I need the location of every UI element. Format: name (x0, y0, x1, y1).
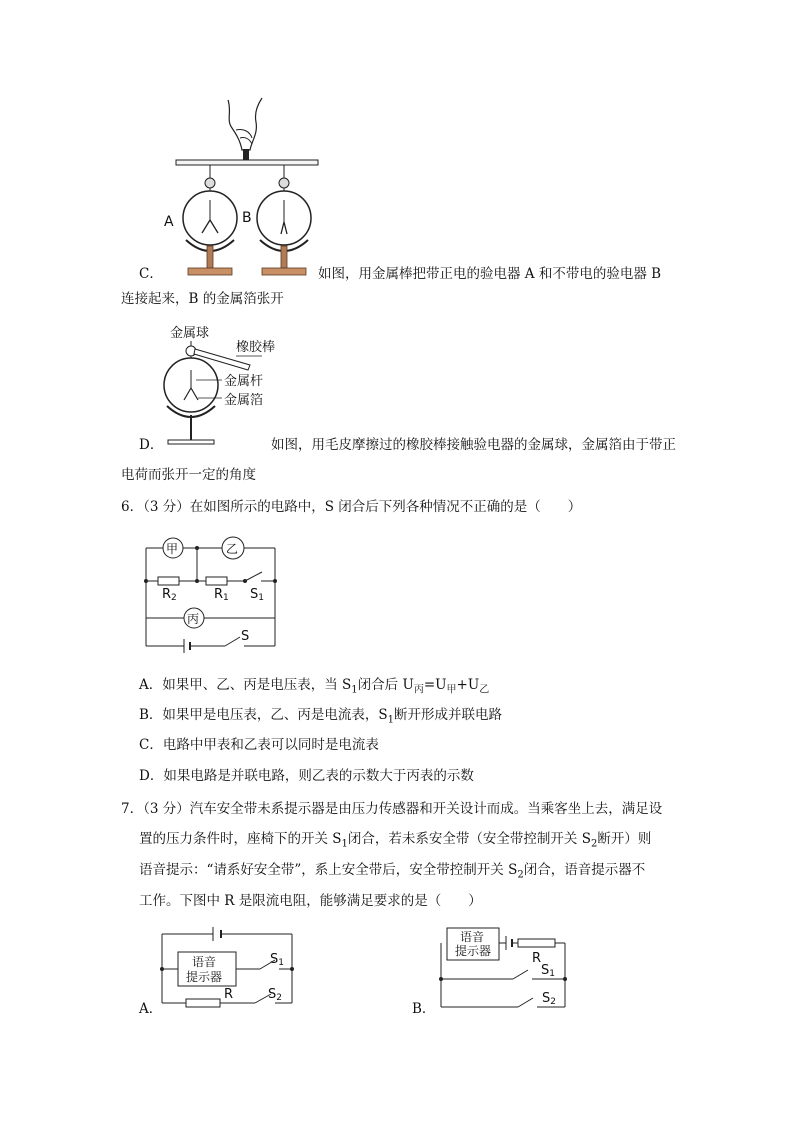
label-rubber-rod: 橡胶棒 (236, 340, 276, 355)
svg-text:乙: 乙 (226, 542, 239, 556)
label-metal-ball: 金属球 (170, 326, 210, 341)
q5-optD-letter: D． (139, 437, 164, 453)
svg-text:语音: 语音 (192, 955, 217, 969)
q7-line1: 7．（3 分）汽车安全带未系提示器是由压力传感器和开关设计而成。当乘客坐上去，满足设 (121, 801, 663, 817)
svg-text:R: R (532, 951, 542, 966)
svg-text:甲: 甲 (166, 542, 179, 556)
svg-text:S1: S1 (270, 952, 284, 968)
svg-text:R: R (224, 987, 234, 1002)
resistor-b (518, 939, 555, 947)
q6-optD: D．如果电路是并联电路，则乙表的示数大于丙表的示数 (139, 768, 474, 784)
svg-text:S2: S2 (542, 991, 556, 1007)
q5-optC-line2: 连接起来，B 的金属箔张开 (121, 291, 284, 307)
q7-line2: 置的压力条件时，座椅下的开关 $S_1$闭合，若未系安全带（安全带控制开关 $S_2$断开）则 (139, 831, 652, 850)
q7-optB-letter: B． (412, 1001, 436, 1017)
svg-text:提示器: 提示器 (455, 944, 492, 958)
label-s1: S1 (250, 587, 264, 603)
label-a: A (164, 214, 174, 230)
svg-text:语音: 语音 (460, 930, 485, 944)
q5-optC-line1: 如图，用金属棒把带正电的验电器 A 和不带电的验电器 B (318, 266, 662, 282)
label-r2: R2 (162, 587, 177, 603)
q5-optD-line2: 电荷而张开一定的角度 (121, 467, 256, 483)
label-metal-foil: 金属箔 (224, 393, 264, 408)
q7-optA-letter: A． (139, 1001, 163, 1017)
label-b: B (242, 210, 252, 226)
svg-text:S1: S1 (541, 963, 555, 979)
q5-optC-letter: C． (139, 266, 163, 282)
q7-line3: 语音提示：“请系好安全带”，系上安全带后，安全带控制开关 $S_2$闭合，语音提示器不 (139, 862, 646, 881)
svg-text:提示器: 提示器 (186, 970, 223, 984)
svg-text:S2: S2 (268, 987, 282, 1003)
label-s: S (241, 629, 250, 644)
label-r1: R1 (214, 587, 229, 603)
q6-stem: 6．（3 分）在如图所示的电路中，S 闭合后下列各种情况不正确的是（ ） (121, 499, 582, 515)
q6-optA: A．如果甲、乙、丙是电压表，当 $S_1$闭合后 $U_丙=U_甲+U_乙$ (139, 677, 490, 696)
svg-text:丙: 丙 (187, 612, 200, 626)
label-metal-stem: 金属杆 (224, 374, 264, 389)
q6-optB: B．如果甲是电压表，乙、丙是电流表，$S_1$断开形成并联电路 (139, 707, 503, 726)
q6-optC: C．电路中甲表和乙表可以同时是电流表 (139, 737, 379, 753)
q5-optD-line1: 如图，用毛皮摩擦过的橡胶棒接触验电器的金属球，金属箔由于带正 (271, 437, 676, 453)
q7-line4: 工作。下图中 R 是限流电阻，能够满足要求的是（ ） (139, 893, 482, 909)
